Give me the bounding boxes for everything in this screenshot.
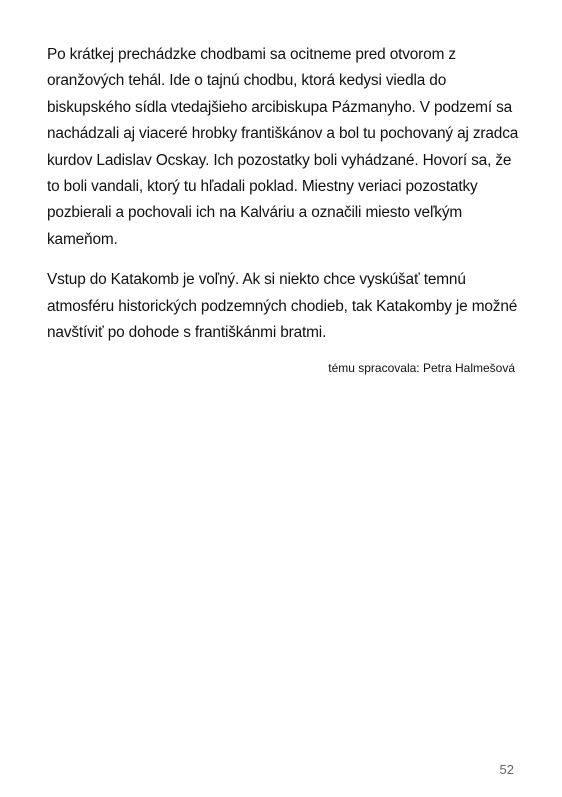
paragraph-2: Vstup do Katakomb je voľný. Ak si niekto chce vyskúšať temnú atmosféru historických podzemných chodieb, tak Katakomby je možné navštíviť po dohode s františkánmi bratmi. <box>47 271 518 342</box>
author-signature: tému spracovala: Petra Halmešová <box>328 361 515 376</box>
article-body <box>47 42 525 376</box>
paragraph-1: Po krátkej prechádzke chodbami sa ocitneme pred otvorom z oranžových tehál. Ide o tajnú chodbu, ktorá kedysi viedla do biskupského sídla vtedajšieho arcibiskupa Pázmanyho. V podzemí sa nachádzali aj viaceré hrobky františkánov a bol tu pochovaný aj zradca kurdov Ladislav Ocskay. Ich pozostatky boli vyhádzané. Hovorí sa, že to boli vandali, ktorý tu hľadali poklad. Miestny veriaci pozostatky pozbierali a pochovali ich na Kalváriu a označili miesto veľkým kameňom. <box>47 46 519 248</box>
page-number: 52 <box>499 762 514 777</box>
